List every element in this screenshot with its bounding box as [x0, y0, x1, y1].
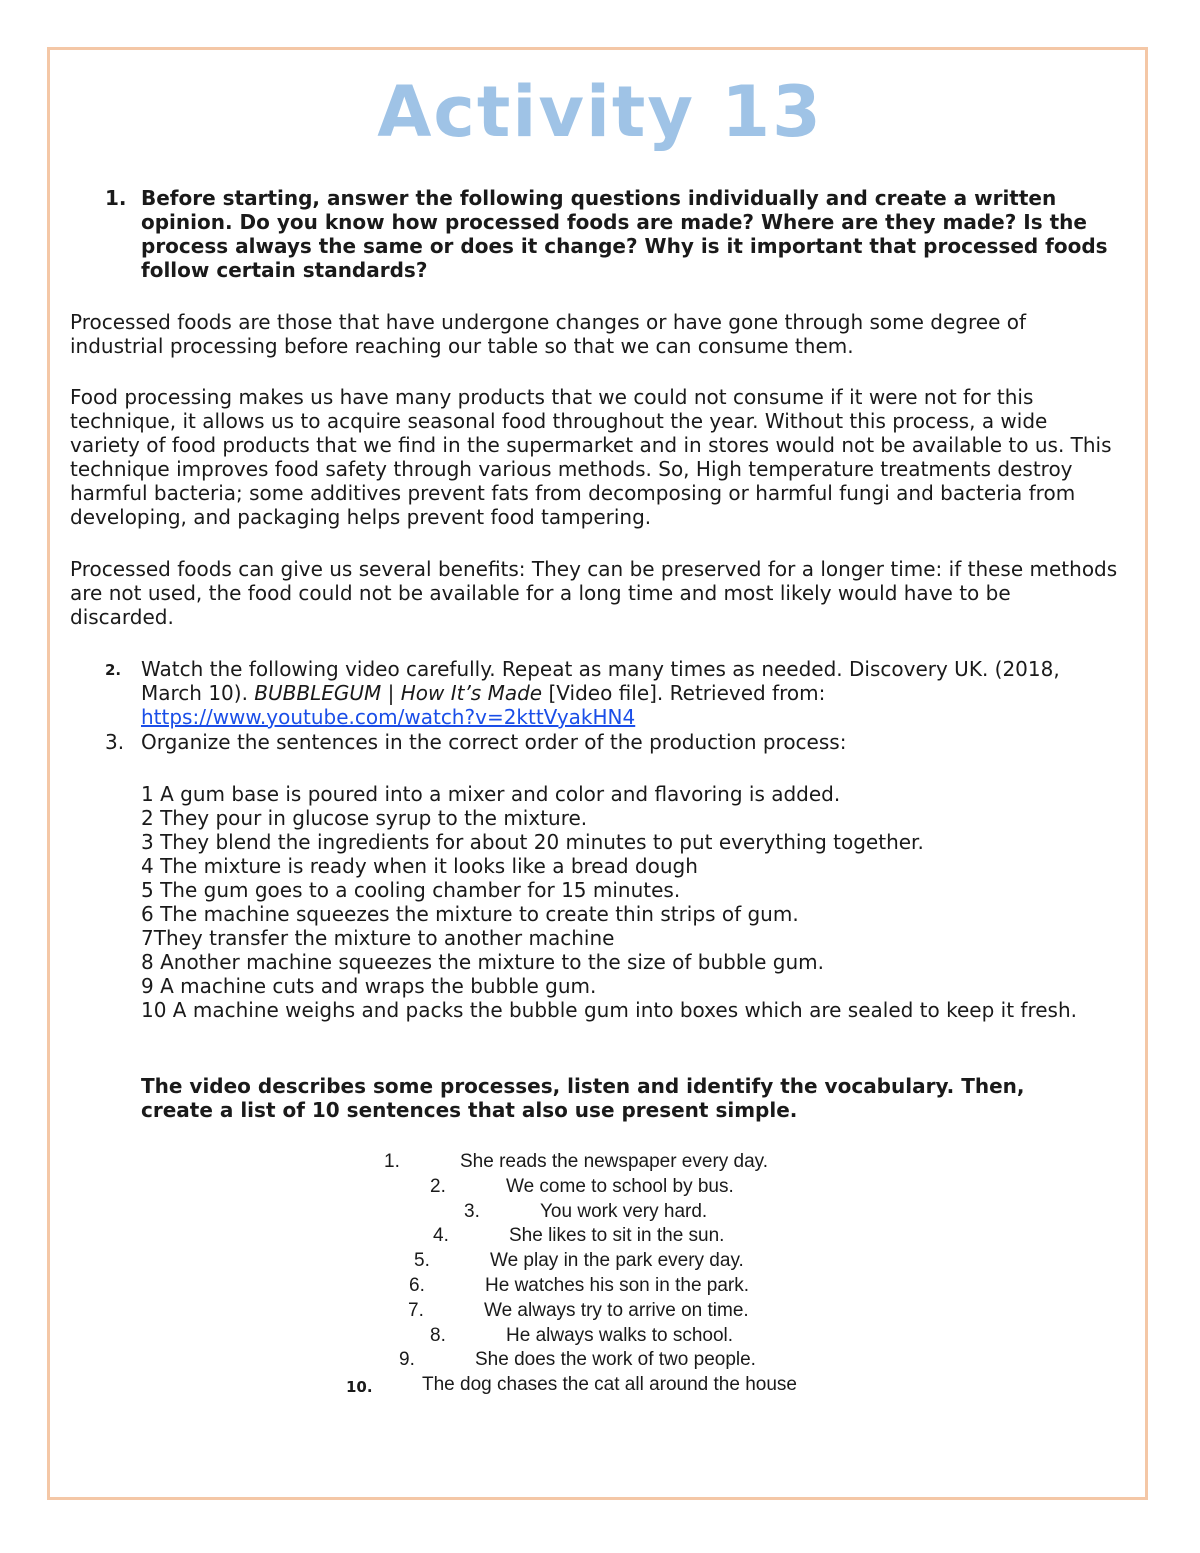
list-item: 8 Another machine squeezes the mixture to the size of bubble gum.	[141, 950, 824, 974]
list-item	[0, 1348, 1200, 1373]
sentence-text: She reads the newspaper every day.	[460, 1151, 769, 1172]
list-item: 3 They blend the ingredients for about 20 minutes to put everything together.	[141, 830, 924, 854]
sentence-text: The dog chases the cat all around the house	[422, 1374, 797, 1396]
list-item: 6 The machine squeezes the mixture to create thin strips of gum.	[141, 902, 799, 926]
sentence-text: You work very hard.	[540, 1200, 708, 1222]
sentence-text: She likes to sit in the sun.	[509, 1225, 725, 1247]
sentence-text: We come to school by bus.	[506, 1175, 734, 1197]
list-item	[0, 1200, 1200, 1225]
paragraph-processed-foods: Processed foods are those that have undergone changes or have gone through some degree of industrial processing before reaching our table so that we can consume them.	[70, 310, 1027, 358]
question-3-number: 3.	[105, 730, 125, 754]
paragraph-benefits: Processed foods can give us several benefits: They can be preserved for a longer time: if these methods are not used, the food could not be available for a long time and most likely would have to be discarded.	[70, 557, 1118, 629]
sentence-text: She does the work of two people.	[475, 1349, 756, 1371]
sentence-number: 5.	[414, 1250, 430, 1272]
paragraph-food-processing: Food processing makes us have many products that we could not consume if it were not for this technique, it allows us to acquire seasonal food throughout the year. Without this process, a wide variety of food products that we find in the supermarket and in stores would not be available to us. This technique improves food safety through various methods. So, High temperature treatments destroy harmful bacteria; some additives prevent fats from decomposing or harmful fungi and bacteria from developing, and packaging helps prevent food tampering.	[70, 385, 1112, 529]
sentence-number: 7.	[408, 1299, 424, 1321]
sentences-list	[0, 1150, 1200, 1398]
list-item: 10 A machine weighs and packs the bubble gum into boxes which are sealed to keep it fresh.	[141, 998, 1077, 1022]
sentence-text: We always try to arrive on time.	[484, 1299, 749, 1321]
video-title: BUBBLEGUM | How It’s Made	[254, 681, 543, 705]
list-item	[0, 1150, 1200, 1175]
list-item	[0, 1274, 1200, 1299]
question-1-text: Before starting, answer the following questions individually and create a written opinion. Do you know how processed foods are made? Where are they made? Is the process always the same or does it change? Why is it important that processed foods follow certain standards?	[141, 186, 1108, 282]
question-2-text-after: [Video file]. Retrieved from:	[542, 681, 826, 705]
sentence-text: He watches his son in the park.	[485, 1274, 750, 1296]
sentence-number: 1.	[384, 1151, 400, 1172]
question-2-text	[141, 657, 1121, 729]
list-item	[0, 1249, 1200, 1274]
sentence-text: We play in the park every day.	[490, 1250, 744, 1272]
list-item	[0, 1324, 1200, 1349]
sentence-number: 3.	[464, 1200, 480, 1222]
list-item: 1 A gum base is poured into a mixer and color and flavoring is added.	[141, 782, 841, 806]
list-item: 7They transfer the mixture to another machine	[141, 926, 615, 950]
list-item: 4 The mixture is ready when it looks like a bread dough	[141, 854, 698, 878]
sentence-number: 9.	[399, 1349, 415, 1371]
sentence-number: 2.	[430, 1175, 446, 1197]
vocabulary-instruction: The video describes some processes, listen and identify the vocabulary. Then, create a list of 10 sentences that also use present simple.	[141, 1074, 1025, 1122]
question-2-number: 2.	[105, 661, 122, 679]
list-item	[0, 1299, 1200, 1324]
video-link[interactable]: https://www.youtube.com/watch?v=2kttVyakHN4	[141, 705, 636, 729]
list-item: 9 A machine cuts and wraps the bubble gum.	[141, 974, 597, 998]
list-item	[0, 1373, 1200, 1398]
question-1-number: 1.	[105, 186, 127, 210]
list-item: 5 The gum goes to a cooling chamber for 15 minutes.	[141, 878, 681, 902]
question-3-text: Organize the sentences in the correct order of the production process:	[141, 730, 847, 754]
list-item: 2 They pour in glucose syrup to the mixture.	[141, 806, 588, 830]
list-item	[0, 1175, 1200, 1200]
list-item	[0, 1224, 1200, 1249]
production-steps-list	[141, 782, 1141, 1022]
sentence-number: 6.	[409, 1274, 425, 1296]
sentence-number: 10.	[346, 1378, 373, 1397]
page-title: Activity 13	[377, 71, 823, 153]
sentence-text: He always walks to school.	[506, 1324, 734, 1346]
sentence-number: 8.	[430, 1324, 446, 1346]
question-2-text-before: Watch the following video carefully. Repeat as many times as needed. Discovery UK. (2018, March 10).	[141, 657, 1060, 705]
sentence-number: 4.	[433, 1225, 449, 1247]
